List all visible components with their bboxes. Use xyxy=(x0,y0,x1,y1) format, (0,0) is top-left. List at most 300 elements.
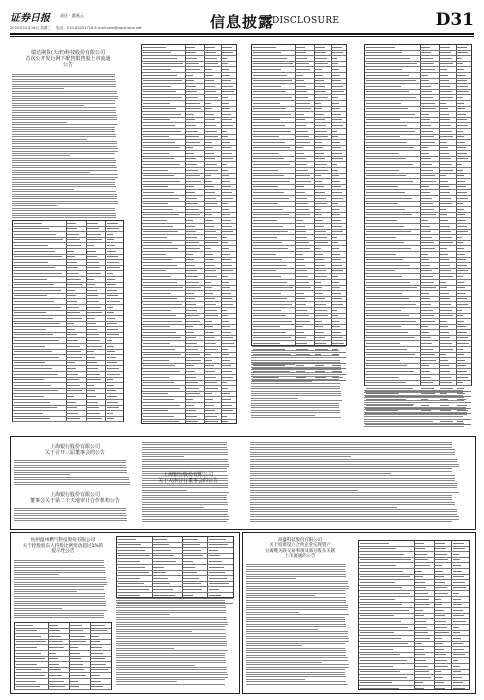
table-cell xyxy=(67,390,82,391)
table-cell xyxy=(16,636,41,637)
table-cell xyxy=(253,119,280,120)
table-cell xyxy=(366,259,403,260)
table-cell xyxy=(421,310,432,311)
text-line xyxy=(12,201,118,202)
table-cell xyxy=(366,119,400,120)
text-line xyxy=(250,468,452,469)
table-cell xyxy=(435,565,442,566)
table-cell xyxy=(107,402,119,403)
text-line xyxy=(250,471,452,472)
table-cell xyxy=(415,615,424,616)
table-cell xyxy=(222,416,227,417)
table-cell xyxy=(360,682,392,683)
table-cell xyxy=(296,287,310,288)
table-cell xyxy=(315,282,321,283)
table-cell xyxy=(315,114,324,115)
article-5-notes xyxy=(116,600,234,688)
table-cell xyxy=(296,220,303,221)
table-cell xyxy=(222,192,232,193)
table-cell xyxy=(143,304,182,305)
table-cell xyxy=(183,567,195,568)
table-cell xyxy=(222,276,228,277)
table-cell xyxy=(421,69,435,70)
text-line xyxy=(246,578,296,579)
table-cell xyxy=(186,421,198,422)
table-cell xyxy=(435,587,447,588)
table-cell xyxy=(107,346,114,347)
text-line xyxy=(250,511,457,512)
table-cell xyxy=(332,282,339,283)
table-cell xyxy=(14,418,50,419)
table-cell xyxy=(360,666,392,667)
table-cell xyxy=(186,265,195,266)
text-line xyxy=(250,509,457,510)
table-cell xyxy=(421,371,430,372)
text-line xyxy=(142,454,228,455)
table-cell xyxy=(415,593,428,594)
table-cell xyxy=(14,396,44,397)
table-cell xyxy=(421,75,428,76)
table-cell xyxy=(107,379,114,380)
notice-center xyxy=(132,468,244,498)
table-cell xyxy=(186,203,198,204)
text-line xyxy=(251,386,340,387)
text-line xyxy=(12,74,115,75)
table-cell xyxy=(183,578,199,579)
table-cell xyxy=(315,287,322,288)
table-cell xyxy=(91,669,108,670)
table-cell xyxy=(457,58,462,59)
table-cell xyxy=(253,63,293,64)
article-5-table-a xyxy=(14,622,112,690)
table-cell xyxy=(205,226,214,227)
table-cell xyxy=(296,181,311,182)
table-cell xyxy=(421,52,431,53)
table-cell xyxy=(457,175,464,176)
table-cell xyxy=(253,75,287,76)
table-cell xyxy=(296,131,307,132)
table-cell xyxy=(67,290,75,291)
table-cell xyxy=(186,337,195,338)
table-cell xyxy=(296,259,304,260)
table-cell xyxy=(435,615,445,616)
table-cell xyxy=(332,181,340,182)
text-line xyxy=(246,641,349,642)
text-line xyxy=(12,160,116,161)
text-line xyxy=(116,633,226,634)
text-line xyxy=(12,184,115,185)
table-cell xyxy=(222,114,231,115)
table-cell xyxy=(143,298,177,299)
table-cell xyxy=(70,653,80,654)
table-cell xyxy=(14,402,50,403)
table-cell xyxy=(421,270,432,271)
table-cell xyxy=(205,315,218,316)
column-2-table xyxy=(141,44,237,424)
table-cell xyxy=(107,407,120,408)
table-cell xyxy=(366,186,398,187)
text-line xyxy=(364,392,463,393)
table-cell xyxy=(14,256,62,257)
table-cell xyxy=(107,357,117,358)
table-cell xyxy=(143,332,176,333)
table-cell xyxy=(457,103,464,104)
text-line xyxy=(246,621,345,622)
table-cell xyxy=(205,270,216,271)
table-cell xyxy=(16,630,37,631)
table-cell xyxy=(118,550,145,551)
table-cell xyxy=(453,582,465,583)
table-cell xyxy=(366,86,401,87)
text-line xyxy=(116,645,227,646)
table-cell xyxy=(296,203,308,204)
table-cell xyxy=(118,583,144,584)
table-cell xyxy=(296,52,306,53)
table-cell xyxy=(67,368,76,369)
table-cell xyxy=(435,593,448,594)
text-line xyxy=(246,676,346,677)
table-cell xyxy=(14,295,47,296)
text-line xyxy=(116,648,174,649)
table-cell xyxy=(87,267,100,268)
table-cell xyxy=(360,671,400,672)
table-cell xyxy=(67,279,81,280)
table-cell xyxy=(143,231,178,232)
table-cell xyxy=(49,653,57,654)
table-cell xyxy=(360,593,410,594)
table-cell xyxy=(205,186,214,187)
table-cell xyxy=(186,175,200,176)
text-line xyxy=(116,672,227,673)
table-cell xyxy=(435,671,441,672)
text-line xyxy=(12,91,117,92)
table-cell xyxy=(315,254,323,255)
table-cell xyxy=(332,103,339,104)
article-6-table xyxy=(358,540,470,690)
table-cell xyxy=(205,75,213,76)
table-cell xyxy=(421,186,429,187)
table-cell xyxy=(87,279,94,280)
table-cell xyxy=(332,119,342,120)
table-cell xyxy=(205,388,218,389)
table-cell xyxy=(296,114,304,115)
text-line xyxy=(251,410,340,411)
table-cell xyxy=(453,643,463,644)
table-cell xyxy=(253,125,285,126)
table-cell xyxy=(14,379,44,380)
table-cell xyxy=(143,192,174,193)
table-cell xyxy=(440,276,452,277)
table-cell xyxy=(205,259,214,260)
table-cell xyxy=(253,80,292,81)
text-line xyxy=(246,681,346,682)
table-cell xyxy=(453,660,459,661)
table-cell xyxy=(457,214,465,215)
text-line xyxy=(246,648,345,649)
table-cell xyxy=(366,332,408,333)
table-cell xyxy=(14,228,49,229)
table-cell xyxy=(143,153,169,154)
text-line xyxy=(14,613,104,614)
table-cell xyxy=(440,337,450,338)
text-line xyxy=(246,633,348,634)
table-cell xyxy=(457,293,466,294)
notice-right-body xyxy=(250,442,470,524)
table-cell xyxy=(14,346,45,347)
table-cell xyxy=(366,136,400,137)
table-cell xyxy=(421,282,434,283)
table-cell xyxy=(205,209,211,210)
table-cell xyxy=(453,682,464,683)
table-cell xyxy=(315,298,325,299)
table-cell xyxy=(14,251,55,252)
table-cell xyxy=(366,321,416,322)
text-line xyxy=(364,412,467,413)
table-cell xyxy=(253,242,282,243)
table-cell xyxy=(457,237,462,238)
table-cell xyxy=(205,198,216,199)
text-line xyxy=(12,136,116,137)
table-cell xyxy=(87,245,95,246)
text-line xyxy=(12,141,117,142)
table-cell xyxy=(453,559,461,560)
table-cell xyxy=(253,103,280,104)
text-line xyxy=(14,518,127,519)
table-cell xyxy=(143,52,171,53)
table-cell xyxy=(315,147,323,148)
table-cell xyxy=(87,301,100,302)
table-cell xyxy=(222,47,232,48)
text-line xyxy=(250,466,459,467)
table-cell xyxy=(421,175,435,176)
table-cell xyxy=(143,69,171,70)
table-cell xyxy=(315,293,323,294)
table-cell xyxy=(360,565,396,566)
table-cell xyxy=(440,254,448,255)
table-cell xyxy=(253,276,281,277)
table-cell xyxy=(14,239,63,240)
text-line xyxy=(251,383,340,384)
table-cell xyxy=(296,298,305,299)
table-cell xyxy=(222,119,232,120)
table-cell xyxy=(67,396,74,397)
text-line xyxy=(116,624,228,625)
table-cell xyxy=(205,69,212,70)
table-cell xyxy=(222,421,228,422)
text-line xyxy=(12,129,115,130)
table-cell xyxy=(440,108,447,109)
text-line xyxy=(251,417,341,418)
text-line xyxy=(246,593,345,594)
table-cell xyxy=(253,86,281,87)
table-cell xyxy=(453,571,463,572)
table-cell xyxy=(14,234,56,235)
table-cell xyxy=(457,321,464,322)
text-line xyxy=(142,507,204,508)
table-cell xyxy=(186,410,196,411)
table-cell xyxy=(205,326,213,327)
text-line xyxy=(246,574,346,575)
text-line xyxy=(246,588,349,589)
table-cell xyxy=(415,587,426,588)
text-line xyxy=(251,360,340,361)
table-cell xyxy=(222,265,232,266)
article-5-body xyxy=(14,560,112,620)
table-cell xyxy=(366,63,417,64)
table-cell xyxy=(360,643,408,644)
table-cell xyxy=(222,371,232,372)
table-cell xyxy=(453,604,462,605)
table-cell xyxy=(296,47,305,48)
table-cell xyxy=(70,675,86,676)
table-cell xyxy=(332,175,339,176)
table-cell xyxy=(435,666,448,667)
table-cell xyxy=(186,153,194,154)
table-cell xyxy=(332,248,339,249)
table-cell xyxy=(107,273,114,274)
table-cell xyxy=(205,421,218,422)
table-cell xyxy=(435,654,446,655)
table-cell xyxy=(143,47,166,48)
text-line xyxy=(116,650,228,651)
table-cell xyxy=(440,91,451,92)
table-row xyxy=(359,686,469,690)
table-cell xyxy=(415,660,426,661)
table-cell xyxy=(457,326,465,327)
table-cell xyxy=(87,234,101,235)
text-line xyxy=(251,376,339,377)
table-cell xyxy=(143,108,176,109)
text-line xyxy=(251,352,339,353)
table-cell xyxy=(315,63,328,64)
table-cell xyxy=(183,583,200,584)
table-cell xyxy=(107,295,119,296)
table-cell xyxy=(360,599,395,600)
table-cell xyxy=(440,354,446,355)
table-cell xyxy=(315,91,326,92)
text-line xyxy=(12,112,116,113)
table-cell xyxy=(153,539,167,540)
table-cell xyxy=(222,142,230,143)
text-line xyxy=(14,482,130,483)
text-line xyxy=(12,84,116,85)
table-cell xyxy=(87,396,97,397)
table-cell xyxy=(332,220,341,221)
column-3 xyxy=(251,44,347,424)
table-cell xyxy=(14,329,46,330)
column-3-table xyxy=(251,44,347,346)
table-cell xyxy=(14,390,58,391)
table-cell xyxy=(67,357,83,358)
table-cell xyxy=(67,267,78,268)
table-cell xyxy=(107,234,113,235)
table-cell xyxy=(440,214,447,215)
table-cell xyxy=(67,346,80,347)
column-4-table xyxy=(364,44,472,386)
text-line xyxy=(12,139,87,140)
table-cell xyxy=(360,632,394,633)
table-cell xyxy=(143,175,174,176)
svg-text:证券日报: 证券日报 xyxy=(10,13,50,24)
text-line xyxy=(12,122,67,123)
text-line xyxy=(12,167,117,168)
newspaper-logo xyxy=(10,10,54,24)
table-cell xyxy=(421,382,433,383)
table-cell xyxy=(457,332,466,333)
text-line xyxy=(142,452,228,453)
table-cell xyxy=(440,343,451,344)
table-cell xyxy=(253,175,284,176)
table-cell xyxy=(205,237,217,238)
table-cell xyxy=(366,265,410,266)
table-cell xyxy=(296,58,307,59)
table-cell xyxy=(457,377,468,378)
text-line xyxy=(246,662,322,663)
table-cell xyxy=(253,91,286,92)
table-cell xyxy=(296,192,305,193)
table-cell xyxy=(253,58,287,59)
table-cell xyxy=(332,270,344,271)
text-line xyxy=(142,464,229,465)
table-cell xyxy=(296,265,305,266)
table-cell xyxy=(70,681,78,682)
text-line xyxy=(364,416,463,417)
table-cell xyxy=(457,371,467,372)
table-cell xyxy=(186,282,199,283)
table-cell xyxy=(421,47,430,48)
text-line xyxy=(12,100,115,101)
table-cell xyxy=(143,203,168,204)
table-cell xyxy=(205,405,214,406)
table-cell xyxy=(332,315,338,316)
table-cell xyxy=(253,158,284,159)
table-cell xyxy=(205,91,216,92)
text-line xyxy=(251,364,295,365)
text-line xyxy=(14,565,104,566)
table-cell xyxy=(14,362,45,363)
table-cell xyxy=(209,572,226,573)
table-cell xyxy=(205,181,213,182)
table-cell xyxy=(332,108,340,109)
text-line xyxy=(251,388,340,389)
text-line xyxy=(142,514,228,515)
article-1-title-line: 首次公开发行网下配售限售股上市流通 xyxy=(25,56,111,62)
table-cell xyxy=(143,416,174,417)
table-cell xyxy=(296,270,307,271)
table-cell xyxy=(332,158,343,159)
text-line xyxy=(246,655,346,656)
article-6-title-line: 高盛科技股份有限公司 xyxy=(278,538,322,543)
table-cell xyxy=(440,349,453,350)
table-cell xyxy=(332,97,338,98)
text-line xyxy=(250,516,459,517)
table-cell xyxy=(87,262,99,263)
table-cell xyxy=(296,237,307,238)
table-cell xyxy=(186,80,194,81)
table-cell xyxy=(143,131,181,132)
text-line xyxy=(12,191,116,192)
table-cell xyxy=(67,228,77,229)
table-cell xyxy=(421,265,430,266)
text-line xyxy=(14,610,107,611)
table-cell xyxy=(222,153,232,154)
table-cell xyxy=(360,548,396,549)
table-cell xyxy=(435,604,443,605)
table-cell xyxy=(332,52,343,53)
table-cell xyxy=(67,239,80,240)
table-cell xyxy=(143,321,182,322)
table-cell xyxy=(222,147,231,148)
